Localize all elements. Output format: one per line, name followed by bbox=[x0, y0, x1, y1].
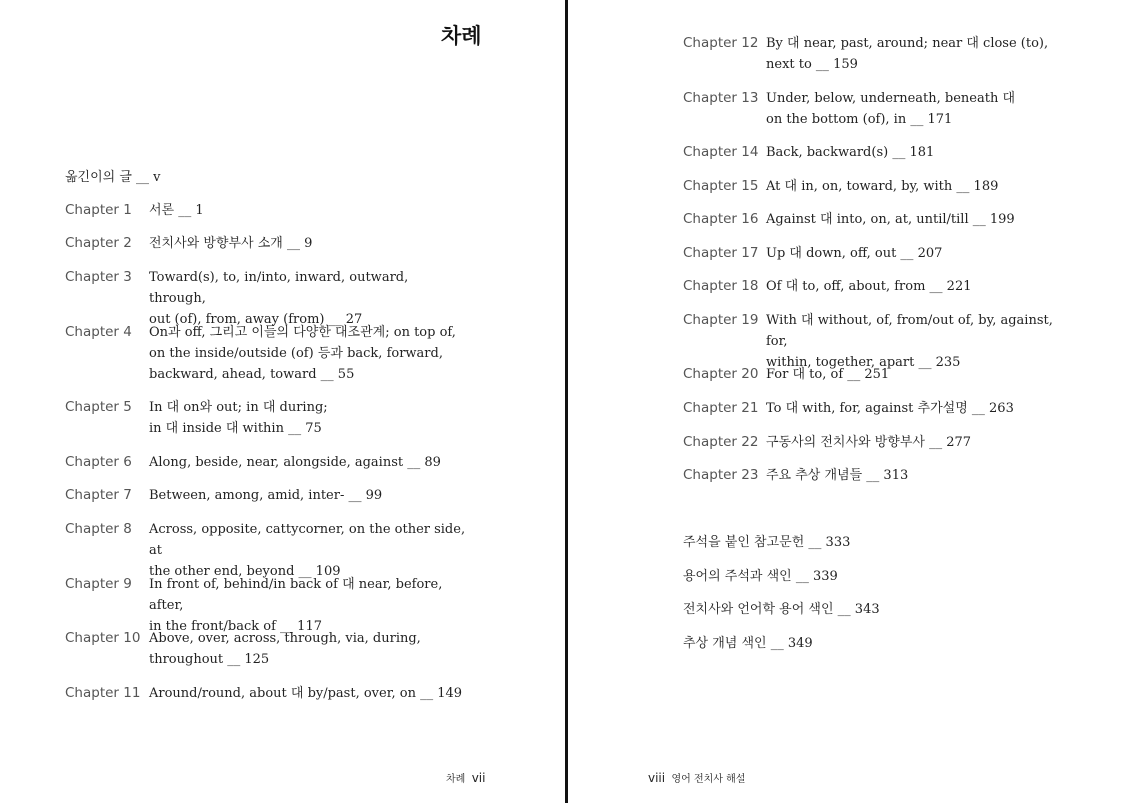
chapter-title-line: Toward(s), to, in/into, inward, outward, through, bbox=[149, 270, 409, 306]
chapter-title-line: In front of, behind/in back of 대 near, before, after, bbox=[149, 577, 443, 613]
chapter-title-line: With 대 without, of, from/out of, by, against, for, bbox=[766, 313, 1053, 349]
chapter-title bbox=[766, 88, 1066, 130]
chapter-label: Chapter 14 bbox=[683, 144, 759, 160]
chapter-label: Chapter 21 bbox=[683, 400, 759, 416]
chapter-title-line: On과 off, 그리고 이들의 다양한 대조관계; on top of, bbox=[149, 325, 456, 340]
chapter-title-line: By 대 near, past, around; near 대 close (to), bbox=[766, 36, 1049, 51]
chapter-label: Chapter 15 bbox=[683, 178, 759, 194]
chapter-title bbox=[766, 176, 1066, 197]
chapter-title bbox=[149, 200, 469, 221]
chapter-title bbox=[766, 209, 1066, 230]
footer-label: 차례 bbox=[446, 774, 466, 785]
right-page bbox=[568, 0, 1141, 803]
chapter-title-line: in the front/back of __ 117 bbox=[149, 619, 322, 634]
chapter-title bbox=[149, 519, 469, 582]
chapter-title bbox=[766, 276, 1066, 297]
left-page bbox=[0, 0, 565, 803]
chapter-title-line: in 대 inside 대 within __ 75 bbox=[149, 421, 322, 436]
chapter-label: Chapter 4 bbox=[65, 324, 132, 340]
chapter-title-line: the other end, beyond __ 109 bbox=[149, 564, 341, 579]
left-footer bbox=[446, 770, 485, 785]
chapter-title bbox=[149, 233, 469, 254]
chapter-title bbox=[149, 267, 469, 330]
backmatter-entry: 용어의 주석과 색인 __ 339 bbox=[683, 569, 838, 584]
chapter-title-line: on the bottom (of), in __ 171 bbox=[766, 112, 953, 127]
chapter-title bbox=[766, 243, 1066, 264]
chapter-title bbox=[149, 628, 469, 670]
chapter-label: Chapter 23 bbox=[683, 467, 759, 483]
preface-entry: 옮긴이의 글 __ v bbox=[65, 170, 161, 185]
chapter-label: Chapter 6 bbox=[65, 454, 132, 470]
backmatter-entry: 추상 개념 색인 __ 349 bbox=[683, 636, 813, 651]
chapter-label: Chapter 18 bbox=[683, 278, 759, 294]
chapter-label: Chapter 3 bbox=[65, 269, 132, 285]
chapter-title-line: Against 대 into, on, at, until/till __ 199 bbox=[766, 212, 1015, 227]
chapter-title-line: Up 대 down, off, out __ 207 bbox=[766, 246, 943, 261]
chapter-label: Chapter 17 bbox=[683, 245, 759, 261]
chapter-title-line: within, together, apart __ 235 bbox=[766, 355, 961, 370]
chapter-label: Chapter 2 bbox=[65, 235, 132, 251]
backmatter-entry: 전치사와 언어학 용어 색인 __ 343 bbox=[683, 602, 880, 617]
chapter-title-line: Across, opposite, cattycorner, on the other side, at bbox=[149, 522, 466, 558]
chapter-title bbox=[149, 485, 469, 506]
chapter-label: Chapter 13 bbox=[683, 90, 759, 106]
chapter-label: Chapter 10 bbox=[65, 630, 141, 646]
backmatter-entry: 주석을 붙인 참고문헌 __ 333 bbox=[683, 535, 851, 550]
chapter-label: Chapter 1 bbox=[65, 202, 132, 218]
chapter-title-line: backward, ahead, toward __ 55 bbox=[149, 367, 355, 382]
chapter-label: Chapter 19 bbox=[683, 312, 759, 328]
chapter-title-line: next to __ 159 bbox=[766, 57, 858, 72]
chapter-label: Chapter 9 bbox=[65, 576, 132, 592]
chapter-title bbox=[766, 465, 1066, 486]
chapter-title bbox=[766, 142, 1066, 163]
chapter-title-line: 서론 __ 1 bbox=[149, 203, 204, 218]
chapter-label: Chapter 22 bbox=[683, 434, 759, 450]
chapter-title-line: Around/round, about 대 by/past, over, on __ 149 bbox=[149, 686, 463, 701]
chapter-title-line: 주요 추상 개념들 __ 313 bbox=[766, 468, 909, 483]
chapter-label: Chapter 20 bbox=[683, 366, 759, 382]
chapter-label: Chapter 12 bbox=[683, 35, 759, 51]
chapter-title-line: on the inside/outside (of) 등과 back, forward, bbox=[149, 346, 443, 361]
right-footer bbox=[648, 770, 745, 785]
chapter-title-line: throughout __ 125 bbox=[149, 652, 270, 667]
chapter-title bbox=[149, 397, 469, 439]
footer-label: 영어 전치사 해설 bbox=[671, 774, 746, 785]
chapter-title bbox=[766, 432, 1066, 453]
chapter-title-line: For 대 to, of __ 251 bbox=[766, 367, 890, 382]
chapter-title-line: out (of), from, away (from) __ 27 bbox=[149, 312, 363, 327]
chapter-label: Chapter 8 bbox=[65, 521, 132, 537]
chapter-title-line: 전치사와 방향부사 소개 __ 9 bbox=[149, 236, 313, 251]
chapter-label: Chapter 7 bbox=[65, 487, 132, 503]
chapter-title bbox=[766, 33, 1066, 75]
chapter-title bbox=[149, 452, 469, 473]
chapter-title bbox=[149, 322, 469, 385]
chapter-title-line: To 대 with, for, against 추가설명 __ 263 bbox=[766, 401, 1014, 416]
chapter-title-line: Of 대 to, off, about, from __ 221 bbox=[766, 279, 972, 294]
footer-page-number: viii bbox=[648, 771, 666, 785]
chapter-title-line: Under, below, underneath, beneath 대 bbox=[766, 91, 1016, 106]
chapter-title-line: At 대 in, on, toward, by, with __ 189 bbox=[766, 179, 999, 194]
chapter-title bbox=[149, 683, 469, 704]
chapter-label: Chapter 11 bbox=[65, 685, 141, 701]
chapter-title-line: Between, among, amid, inter- __ 99 bbox=[149, 488, 383, 503]
page-title: 차례 bbox=[441, 24, 482, 48]
chapter-label: Chapter 5 bbox=[65, 399, 132, 415]
chapter-label: Chapter 16 bbox=[683, 211, 759, 227]
chapter-title bbox=[766, 398, 1066, 419]
chapter-title-line: 구동사의 전치사와 방향부사 __ 277 bbox=[766, 435, 972, 450]
chapter-title-line: Above, over, across, through, via, during, bbox=[149, 631, 421, 646]
chapter-title bbox=[766, 364, 1066, 385]
chapter-title-line: Along, beside, near, alongside, against __ 89 bbox=[149, 455, 441, 470]
chapter-title-line: Back, backward(s) __ 181 bbox=[766, 145, 935, 160]
chapter-title-line: In 대 on와 out; in 대 during; bbox=[149, 400, 328, 415]
footer-page-number: vii bbox=[471, 771, 486, 785]
